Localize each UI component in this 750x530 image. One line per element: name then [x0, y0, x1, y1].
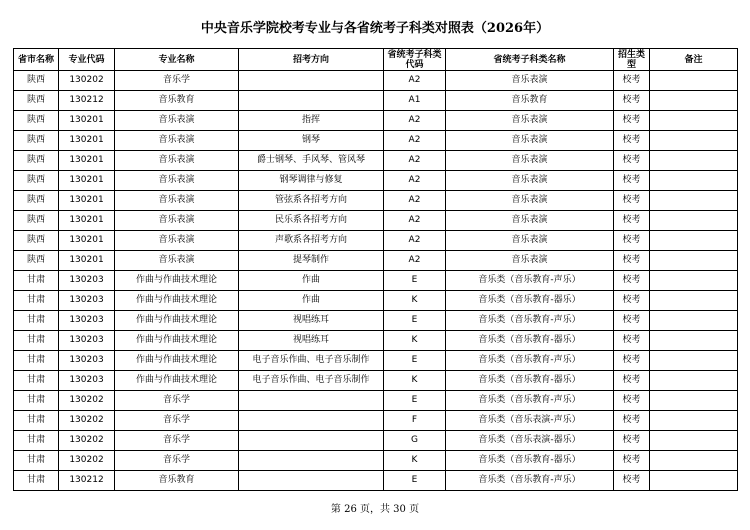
- cell-subcategory-code: A2: [384, 191, 446, 211]
- cell-subcategory-code: K: [384, 291, 446, 311]
- cell-subcategory-code: E: [384, 351, 446, 371]
- cell-subcategory-code: E: [384, 471, 446, 491]
- cell-subcategory-name: 音乐类（音乐教育-声乐）: [446, 271, 614, 291]
- cell-major-code: 130201: [59, 171, 115, 191]
- cell-major-code: 130202: [59, 411, 115, 431]
- cell-province: 陕西: [14, 251, 59, 271]
- cell-major-name: 作曲与作曲技术理论: [115, 271, 239, 291]
- cell-major-code: 130201: [59, 111, 115, 131]
- table-body: [14, 71, 738, 491]
- cell-remarks: [650, 391, 738, 411]
- cell-direction: 作曲: [239, 291, 384, 311]
- cell-major-name: 音乐表演: [115, 171, 239, 191]
- cell-province: 甘肃: [14, 291, 59, 311]
- cell-province: 甘肃: [14, 351, 59, 371]
- cell-direction: [239, 91, 384, 111]
- cell-major-name: 音乐学: [115, 71, 239, 91]
- cell-enrollment-type: 校考: [614, 71, 650, 91]
- table-row: [14, 211, 738, 231]
- table-row: [14, 91, 738, 111]
- cell-remarks: [650, 211, 738, 231]
- cell-enrollment-type: 校考: [614, 431, 650, 451]
- cell-direction: [239, 71, 384, 91]
- cell-enrollment-type: 校考: [614, 371, 650, 391]
- cell-direction: [239, 431, 384, 451]
- table-row: [14, 311, 738, 331]
- cell-major-code: 130202: [59, 391, 115, 411]
- cell-remarks: [650, 311, 738, 331]
- cell-direction: 声歌系各招考方向: [239, 231, 384, 251]
- table-row: [14, 291, 738, 311]
- cell-major-name: 音乐表演: [115, 251, 239, 271]
- table-row: [14, 331, 738, 351]
- cell-province: 甘肃: [14, 411, 59, 431]
- cell-subcategory-name: 音乐类（音乐教育-器乐）: [446, 291, 614, 311]
- cell-subcategory-code: A1: [384, 91, 446, 111]
- cell-remarks: [650, 291, 738, 311]
- cell-subcategory-code: F: [384, 411, 446, 431]
- cell-major-name: 音乐学: [115, 391, 239, 411]
- cell-province: 甘肃: [14, 451, 59, 471]
- cell-major-code: 130201: [59, 211, 115, 231]
- subject-mapping-table: [13, 48, 738, 491]
- header-remarks: 备注: [650, 49, 738, 71]
- cell-province: 陕西: [14, 131, 59, 151]
- table-row: [14, 451, 738, 471]
- cell-enrollment-type: 校考: [614, 171, 650, 191]
- cell-major-code: 130203: [59, 351, 115, 371]
- cell-direction: 爵士钢琴、手风琴、管风琴: [239, 151, 384, 171]
- cell-direction: 指挥: [239, 111, 384, 131]
- cell-major-code: 130212: [59, 471, 115, 491]
- cell-direction: 视唱练耳: [239, 311, 384, 331]
- cell-major-code: 130202: [59, 71, 115, 91]
- cell-province: 陕西: [14, 231, 59, 251]
- header-direction: 招考方向: [239, 49, 384, 71]
- cell-remarks: [650, 431, 738, 451]
- header-subcategory-code: 省统考子科类代码: [384, 49, 446, 71]
- cell-direction: [239, 411, 384, 431]
- cell-direction: [239, 451, 384, 471]
- cell-subcategory-code: A2: [384, 71, 446, 91]
- cell-subcategory-code: A2: [384, 151, 446, 171]
- cell-major-code: 130203: [59, 311, 115, 331]
- cell-province: 甘肃: [14, 431, 59, 451]
- cell-subcategory-code: E: [384, 311, 446, 331]
- cell-province: 陕西: [14, 191, 59, 211]
- cell-remarks: [650, 351, 738, 371]
- header-province: 省市名称: [14, 49, 59, 71]
- cell-enrollment-type: 校考: [614, 271, 650, 291]
- cell-subcategory-name: 音乐类（音乐教育-声乐）: [446, 391, 614, 411]
- cell-remarks: [650, 371, 738, 391]
- cell-subcategory-code: E: [384, 271, 446, 291]
- table-row: [14, 71, 738, 91]
- cell-major-code: 130202: [59, 451, 115, 471]
- table-row: [14, 131, 738, 151]
- cell-subcategory-code: K: [384, 331, 446, 351]
- cell-enrollment-type: 校考: [614, 351, 650, 371]
- header-row: [14, 49, 738, 71]
- cell-subcategory-name: 音乐表演: [446, 191, 614, 211]
- cell-remarks: [650, 111, 738, 131]
- cell-direction: 视唱练耳: [239, 331, 384, 351]
- cell-major-name: 音乐表演: [115, 151, 239, 171]
- cell-subcategory-name: 音乐表演: [446, 251, 614, 271]
- cell-province: 甘肃: [14, 371, 59, 391]
- cell-major-name: 音乐表演: [115, 231, 239, 251]
- table-row: [14, 471, 738, 491]
- cell-major-name: 音乐学: [115, 411, 239, 431]
- table-row: [14, 251, 738, 271]
- header-subcategory-name: 省统考子科类名称: [446, 49, 614, 71]
- cell-province: 甘肃: [14, 311, 59, 331]
- cell-major-name: 音乐表演: [115, 131, 239, 151]
- cell-remarks: [650, 231, 738, 251]
- cell-subcategory-name: 音乐类（音乐教育-声乐）: [446, 311, 614, 331]
- cell-enrollment-type: 校考: [614, 391, 650, 411]
- cell-remarks: [650, 191, 738, 211]
- cell-enrollment-type: 校考: [614, 191, 650, 211]
- cell-subcategory-name: 音乐类（音乐教育-器乐）: [446, 451, 614, 471]
- cell-major-code: 130203: [59, 271, 115, 291]
- cell-subcategory-code: A2: [384, 171, 446, 191]
- cell-enrollment-type: 校考: [614, 111, 650, 131]
- cell-major-code: 130202: [59, 431, 115, 451]
- table-row: [14, 371, 738, 391]
- cell-direction: 提琴制作: [239, 251, 384, 271]
- table-row: [14, 271, 738, 291]
- cell-enrollment-type: 校考: [614, 331, 650, 351]
- cell-remarks: [650, 131, 738, 151]
- cell-remarks: [650, 411, 738, 431]
- cell-subcategory-code: K: [384, 451, 446, 471]
- cell-subcategory-name: 音乐类（音乐表演-声乐）: [446, 411, 614, 431]
- table-row: [14, 171, 738, 191]
- cell-direction: 电子音乐作曲、电子音乐制作: [239, 351, 384, 371]
- cell-enrollment-type: 校考: [614, 231, 650, 251]
- cell-subcategory-name: 音乐教育: [446, 91, 614, 111]
- page-number-footer: 第 26 页，共 30 页: [330, 504, 420, 515]
- cell-subcategory-code: A2: [384, 211, 446, 231]
- cell-subcategory-name: 音乐类（音乐教育-器乐）: [446, 331, 614, 351]
- cell-enrollment-type: 校考: [614, 291, 650, 311]
- header-enrollment-type: 招生类型: [614, 49, 650, 71]
- table-row: [14, 111, 738, 131]
- cell-direction: [239, 391, 384, 411]
- cell-enrollment-type: 校考: [614, 451, 650, 471]
- cell-major-code: 130201: [59, 151, 115, 171]
- cell-major-name: 音乐学: [115, 431, 239, 451]
- cell-province: 陕西: [14, 91, 59, 111]
- cell-subcategory-name: 音乐表演: [446, 111, 614, 131]
- cell-major-name: 音乐教育: [115, 91, 239, 111]
- cell-subcategory-name: 音乐类（音乐教育-器乐）: [446, 371, 614, 391]
- cell-major-name: 作曲与作曲技术理论: [115, 331, 239, 351]
- cell-province: 甘肃: [14, 471, 59, 491]
- cell-enrollment-type: 校考: [614, 311, 650, 331]
- cell-subcategory-name: 音乐类（音乐教育-声乐）: [446, 471, 614, 491]
- cell-major-name: 音乐表演: [115, 111, 239, 131]
- cell-subcategory-name: 音乐表演: [446, 171, 614, 191]
- table-row: [14, 151, 738, 171]
- cell-province: 陕西: [14, 211, 59, 231]
- cell-province: 甘肃: [14, 391, 59, 411]
- cell-remarks: [650, 91, 738, 111]
- cell-direction: 管弦系各招考方向: [239, 191, 384, 211]
- cell-subcategory-code: A2: [384, 251, 446, 271]
- cell-province: 陕西: [14, 111, 59, 131]
- cell-province: 陕西: [14, 151, 59, 171]
- cell-major-name: 作曲与作曲技术理论: [115, 291, 239, 311]
- cell-remarks: [650, 471, 738, 491]
- cell-subcategory-code: G: [384, 431, 446, 451]
- cell-direction: [239, 471, 384, 491]
- cell-enrollment-type: 校考: [614, 411, 650, 431]
- cell-major-name: 作曲与作曲技术理论: [115, 371, 239, 391]
- cell-enrollment-type: 校考: [614, 91, 650, 111]
- table-row: [14, 231, 738, 251]
- cell-enrollment-type: 校考: [614, 471, 650, 491]
- cell-subcategory-name: 音乐类（音乐教育-声乐）: [446, 351, 614, 371]
- cell-major-code: 130201: [59, 131, 115, 151]
- document-title: 中央音乐学院校考专业与各省统考子科类对照表（2026年）: [200, 21, 550, 36]
- cell-direction: 民乐系各招考方向: [239, 211, 384, 231]
- cell-subcategory-code: E: [384, 391, 446, 411]
- cell-subcategory-name: 音乐类（音乐表演-器乐）: [446, 431, 614, 451]
- cell-major-name: 音乐学: [115, 451, 239, 471]
- cell-direction: 钢琴调律与修复: [239, 171, 384, 191]
- cell-enrollment-type: 校考: [614, 151, 650, 171]
- cell-direction: 钢琴: [239, 131, 384, 151]
- cell-province: 甘肃: [14, 271, 59, 291]
- cell-subcategory-name: 音乐表演: [446, 151, 614, 171]
- cell-major-name: 音乐教育: [115, 471, 239, 491]
- cell-province: 陕西: [14, 71, 59, 91]
- table-row: [14, 191, 738, 211]
- header-major-code: 专业代码: [59, 49, 115, 71]
- cell-major-code: 130201: [59, 231, 115, 251]
- cell-enrollment-type: 校考: [614, 251, 650, 271]
- cell-province: 甘肃: [14, 331, 59, 351]
- cell-subcategory-name: 音乐表演: [446, 71, 614, 91]
- cell-subcategory-code: A2: [384, 111, 446, 131]
- cell-major-code: 130201: [59, 191, 115, 211]
- cell-enrollment-type: 校考: [614, 131, 650, 151]
- cell-remarks: [650, 171, 738, 191]
- cell-remarks: [650, 451, 738, 471]
- cell-enrollment-type: 校考: [614, 211, 650, 231]
- cell-remarks: [650, 331, 738, 351]
- cell-major-code: 130203: [59, 291, 115, 311]
- table-row: [14, 351, 738, 371]
- cell-remarks: [650, 251, 738, 271]
- table-row: [14, 431, 738, 451]
- cell-remarks: [650, 151, 738, 171]
- cell-major-name: 作曲与作曲技术理论: [115, 311, 239, 331]
- cell-province: 陕西: [14, 171, 59, 191]
- cell-major-name: 音乐表演: [115, 191, 239, 211]
- cell-subcategory-code: A2: [384, 231, 446, 251]
- cell-remarks: [650, 71, 738, 91]
- header-major-name: 专业名称: [115, 49, 239, 71]
- cell-subcategory-code: A2: [384, 131, 446, 151]
- table-header: [14, 49, 738, 71]
- cell-subcategory-name: 音乐表演: [446, 211, 614, 231]
- cell-remarks: [650, 271, 738, 291]
- cell-major-name: 作曲与作曲技术理论: [115, 351, 239, 371]
- cell-subcategory-name: 音乐表演: [446, 131, 614, 151]
- cell-major-code: 130203: [59, 331, 115, 351]
- cell-subcategory-name: 音乐表演: [446, 231, 614, 251]
- cell-major-code: 130201: [59, 251, 115, 271]
- cell-major-name: 音乐表演: [115, 211, 239, 231]
- cell-major-code: 130203: [59, 371, 115, 391]
- cell-direction: 作曲: [239, 271, 384, 291]
- cell-subcategory-code: K: [384, 371, 446, 391]
- cell-major-code: 130212: [59, 91, 115, 111]
- table-row: [14, 411, 738, 431]
- table-row: [14, 391, 738, 411]
- cell-direction: 电子音乐作曲、电子音乐制作: [239, 371, 384, 391]
